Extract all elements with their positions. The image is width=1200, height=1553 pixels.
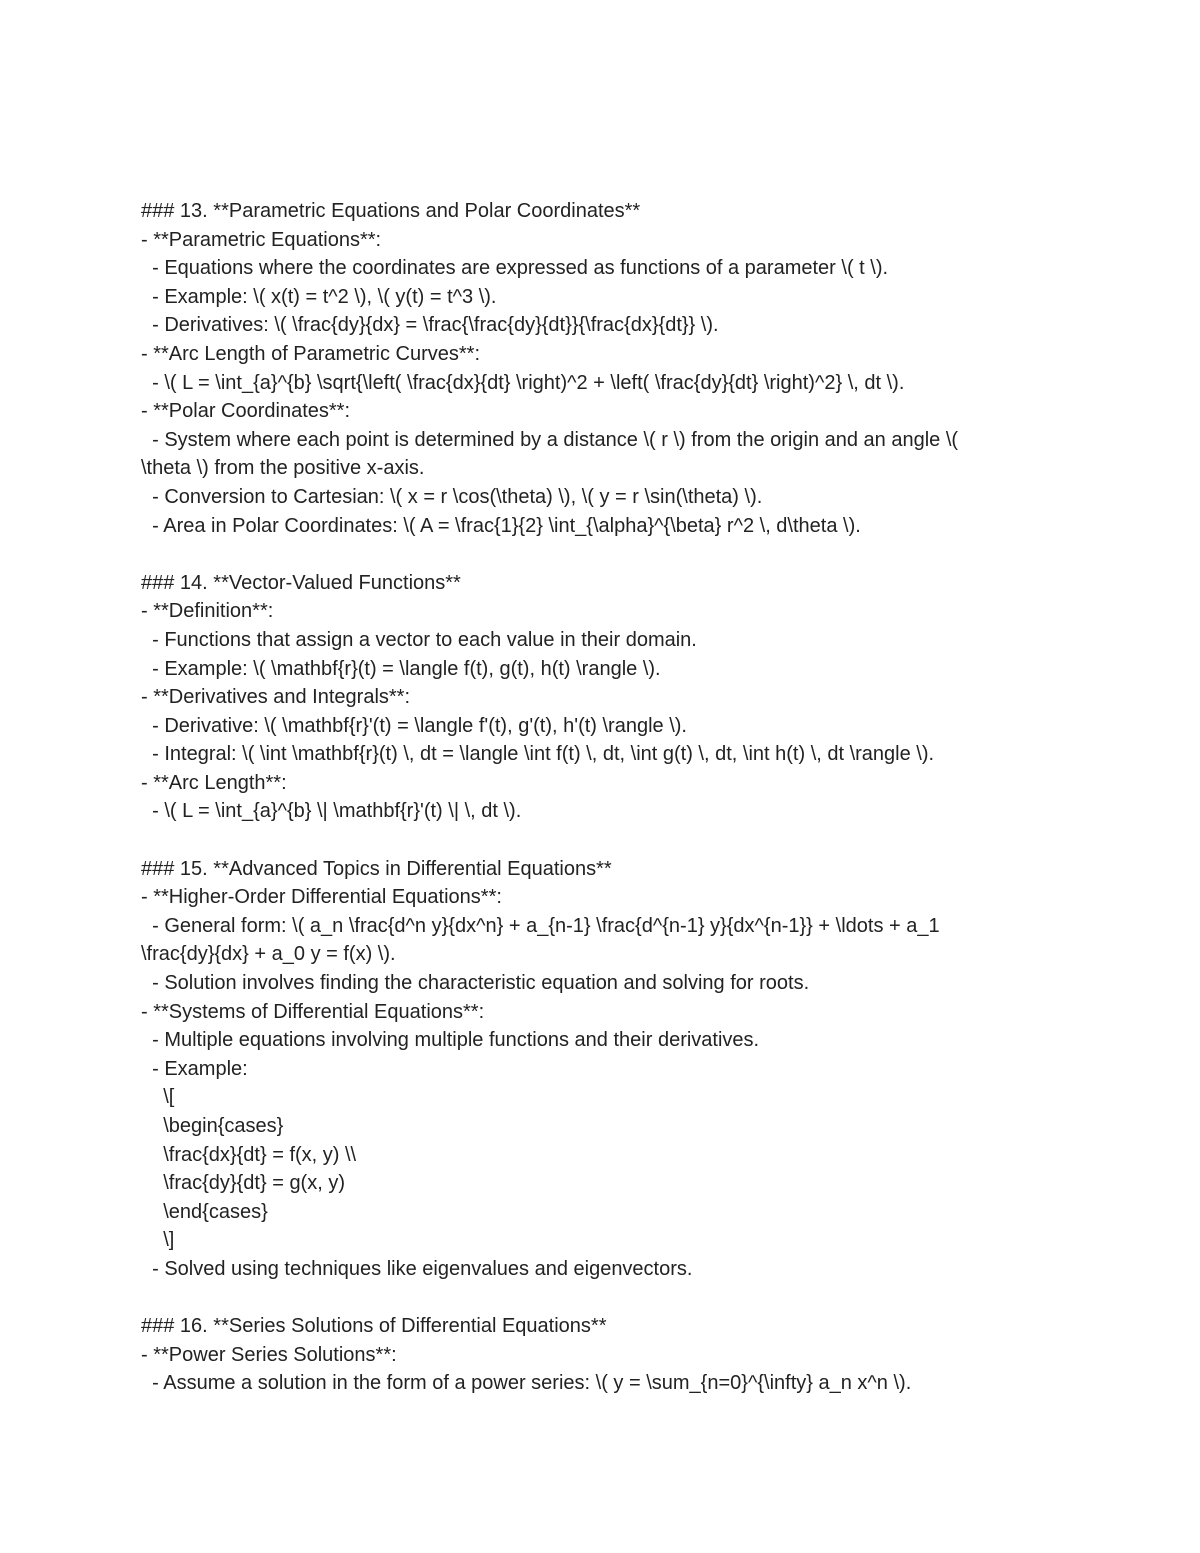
bullet-line: - **Higher-Order Differential Equations**: <box>141 886 502 909</box>
section-heading: ### 16. **Series Solutions of Differential Equations** <box>141 1315 607 1338</box>
section-spacer <box>141 826 1041 855</box>
bullet-line: - Example: <box>141 1057 248 1080</box>
section-14 <box>141 569 1041 826</box>
bullet-line: - General form: \( a_n \frac{d^n y}{dx^n} + a_{n-1} \frac{d^{n-1} y}{dx^{n-1}} + \ldots + a_1 <box>141 914 940 937</box>
section-15 <box>141 855 1041 1284</box>
bullet-line: - Conversion to Cartesian: \( x = r \cos(\theta) \), \( y = r \sin(\theta) \). <box>141 485 763 508</box>
bullet-line: - **Parametric Equations**: <box>141 228 382 251</box>
bullet-line: - **Definition**: <box>141 600 274 623</box>
document-body <box>141 197 1041 1398</box>
section-heading: ### 14. **Vector-Valued Functions** <box>141 571 461 594</box>
bullet-line: - **Derivatives and Integrals**: <box>141 686 411 709</box>
latex-line: \frac{dx}{dt} = f(x, y) \\ <box>141 1143 357 1166</box>
section-heading: ### 13. **Parametric Equations and Polar Coordinates** <box>141 200 641 222</box>
bullet-line: - Multiple equations involving multiple functions and their derivatives. <box>141 1029 760 1052</box>
bullet-line: \theta \) from the positive x-axis. <box>141 457 425 480</box>
bullet-line: - Area in Polar Coordinates: \( A = \frac{1}{2} \int_{\alpha}^{\beta} r^2 \, d\theta \). <box>141 514 861 537</box>
latex-line: \[ <box>141 1086 175 1109</box>
bullet-line: - **Systems of Differential Equations**: <box>141 1000 485 1023</box>
latex-line: \] <box>141 1229 175 1252</box>
bullet-line: - System where each point is determined by a distance \( r \) from the origin and an angle \( <box>141 428 959 451</box>
section-13 <box>141 197 1041 540</box>
bullet-line: - **Arc Length of Parametric Curves**: <box>141 342 481 365</box>
bullet-line: - Derivatives: \( \frac{dy}{dx} = \frac{\frac{dy}{dt}}{\frac{dx}{dt}} \). <box>141 314 719 337</box>
bullet-line: - Functions that assign a vector to each value in their domain. <box>141 628 697 651</box>
bullet-line: - **Polar Coordinates**: <box>141 400 350 423</box>
bullet-line: \frac{dy}{dx} + a_0 y = f(x) \). <box>141 943 396 966</box>
latex-line: \end{cases} <box>141 1200 268 1223</box>
bullet-line: - Assume a solution in the form of a power series: \( y = \sum_{n=0}^{\infty} a_n x^n \). <box>141 1372 912 1395</box>
bullet-line: - Derivative: \( \mathbf{r}'(t) = \langle f'(t), g'(t), h'(t) \rangle \). <box>141 714 687 737</box>
bullet-line: - Equations where the coordinates are expressed as functions of a parameter \( t \). <box>141 257 889 280</box>
bullet-line: - Solution involves finding the characteristic equation and solving for roots. <box>141 972 810 995</box>
bullet-line: - Example: \( \mathbf{r}(t) = \langle f(t), g(t), h(t) \rangle \). <box>141 657 661 680</box>
section-16 <box>141 1312 1041 1398</box>
bullet-line: - \( L = \int_{a}^{b} \sqrt{\left( \frac{dx}{dt} \right)^2 + \left( \frac{dy}{dt} \right)^2} \, dt \). <box>141 371 905 394</box>
bullet-line: - \( L = \int_{a}^{b} \| \mathbf{r}'(t) \| \, dt \). <box>141 800 522 823</box>
latex-line: \begin{cases} <box>141 1115 284 1137</box>
bullet-line: - Integral: \( \int \mathbf{r}(t) \, dt = \langle \int f(t) \, dt, \int g(t) \, dt, \int h(t) \, dt \rangle \). <box>141 743 935 766</box>
bullet-line: - **Power Series Solutions**: <box>141 1343 397 1366</box>
bullet-line: - Example: \( x(t) = t^2 \), \( y(t) = t^3 \). <box>141 285 497 308</box>
section-spacer <box>141 540 1041 569</box>
section-heading: ### 15. **Advanced Topics in Differential Equations** <box>141 857 612 880</box>
bullet-line: - Solved using techniques like eigenvalues and eigenvectors. <box>141 1257 693 1280</box>
latex-line: \frac{dy}{dt} = g(x, y) <box>141 1172 345 1195</box>
bullet-line: - **Arc Length**: <box>141 771 287 794</box>
section-spacer <box>141 1284 1041 1313</box>
